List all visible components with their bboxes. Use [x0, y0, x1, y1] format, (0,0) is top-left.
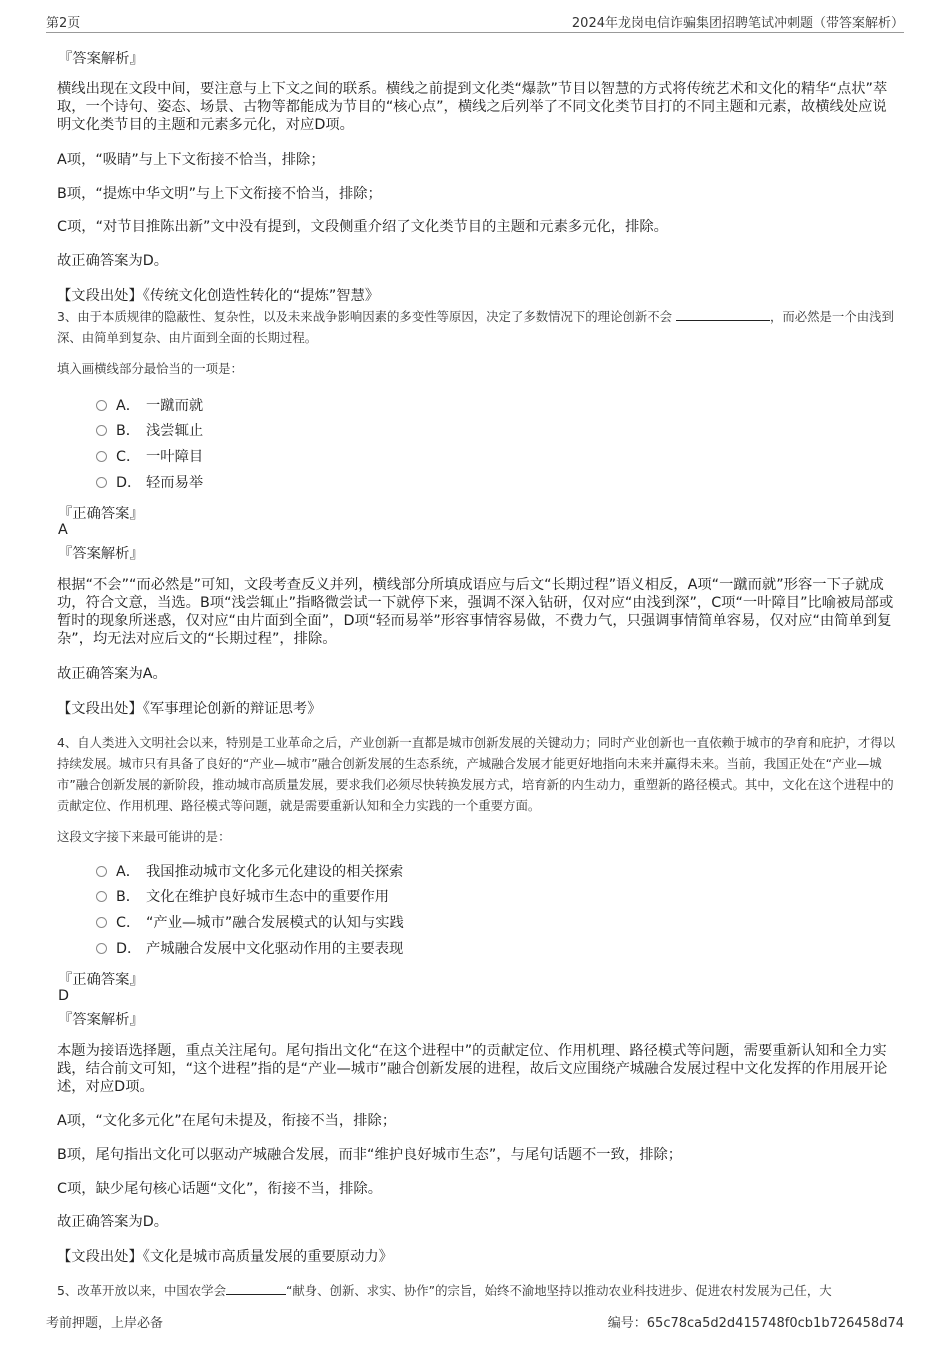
option-text: 浅尝辄止 [146, 423, 204, 439]
radio-button-icon[interactable] [96, 400, 107, 411]
stem-part: 5、改革开放以来，中国农学会 [57, 1283, 226, 1298]
document-id: 编号：65c78ca5d2d415748f0cb1b726458d74 [607, 1316, 904, 1331]
correct-answer: A [58, 522, 68, 538]
option-text: 文化在维护良好城市生态中的重要作用 [146, 889, 390, 905]
footer-slogan: 考前押题，上岸必备 [46, 1316, 164, 1331]
option-letter: D． [116, 941, 142, 957]
radio-button-icon[interactable] [96, 451, 107, 462]
analysis-paragraph: B项，“提炼中华文明”与上下文衔接不恰当，排除； [57, 186, 382, 202]
option-d[interactable] [96, 939, 403, 959]
radio-button-icon[interactable] [96, 943, 107, 954]
option-letter: A． [116, 398, 141, 414]
option-letter: B． [116, 423, 141, 439]
page-number: 第2页 [46, 16, 81, 31]
option-text: “产业—城市”融合发展模式的认知与实践 [146, 915, 404, 931]
option-letter: D． [116, 475, 142, 491]
document-title: 2024年龙岗电信诈骗集团招聘笔试冲刺题（带答案解析） [571, 16, 904, 31]
page-header [46, 10, 904, 33]
correct-answer-label: 『正确答案』 [58, 972, 144, 988]
radio-button-icon[interactable] [96, 891, 107, 902]
option-text: 轻而易举 [146, 475, 204, 491]
option-c[interactable] [96, 447, 203, 467]
stem-part: 3、由于本质规律的隐蔽性、复杂性，以及未来战争影响因素的多变性等原因，决定了多数情况下的理论创新不会 [57, 309, 673, 324]
analysis-paragraph: B项，尾句指出文化可以驱动产城融合发展，而非“维护良好城市生态”，与尾句话题不一致，排除； [57, 1147, 683, 1163]
analysis-paragraph: C项，缺少尾句核心话题“文化”，衔接不当，排除。 [57, 1181, 383, 1197]
radio-button-icon[interactable] [96, 866, 107, 877]
radio-button-icon[interactable] [96, 477, 107, 488]
option-c[interactable] [96, 913, 404, 933]
option-b[interactable] [96, 421, 203, 441]
option-text: 产城融合发展中文化驱动作用的主要表现 [146, 941, 404, 957]
passage-source: 【文段出处】《传统文化创造性转化的“提炼”智慧》 [57, 288, 380, 304]
question-stem: 4、自人类进入文明社会以来，特别是工业革命之后，产业创新一直都是城市创新发展的关键动力；同时产业创新也一直依赖于城市的孕育和庇护，才得以持续发展。城市只有具备了良好的“产业—城市”融合创新发展的生态系统，产城融合发展才能更好地指向未来并赢得未来。当前，我国正处在“产业—城市”融合创新发展的新阶段，推动城市高质量发展，要求我们必须尽快转换发展方式，培育新的内生动力，重塑新的路径模式。其中，文化在这个进程中的贡献定位、作用机理、路径模式等问题，就是需要重新认知和全力实践的一个重要方面。 [57, 735, 896, 813]
question-prompt: 这段文字接下来最可能讲的是： [57, 829, 231, 844]
option-text: 一叶障目 [146, 449, 204, 465]
stem-part: “献身、创新、求实、协作”的宗旨，始终不渝地坚持以推动农业科技进步、促进农村发展为己任，大 [285, 1283, 832, 1298]
fill-blank [676, 308, 770, 321]
analysis-paragraph: A项，“文化多元化”在尾句未提及，衔接不当，排除； [57, 1113, 397, 1129]
fill-blank [226, 1282, 286, 1295]
passage-source: 【文段出处】《文化是城市高质量发展的重要原动力》 [57, 1249, 393, 1265]
option-b[interactable] [96, 887, 389, 907]
correct-answer: D [58, 988, 70, 1004]
question-stem [57, 1280, 897, 1301]
question-prompt: 填入画横线部分最恰当的一项是： [57, 361, 243, 376]
option-text: 一蹴而就 [146, 398, 204, 414]
analysis-paragraph: A项，“吸睛”与上下文衔接不恰当，排除； [57, 152, 325, 168]
option-letter: C． [116, 449, 141, 465]
stem-part: ，而必然是一个由浅到深、由简单到复杂、由片面到全面的长期过程。 [57, 309, 894, 345]
option-d[interactable] [96, 473, 203, 493]
analysis-paragraph: 横线出现在文段中间，要注意与上下文之间的联系。横线之前提到文化类“爆款”节目以智慧的方式将传统艺术和文化的精华“点状”萃取，一个诗句、姿态、场景、古物等都能成为节目的“核心点”，横线之后列举了不同文化类节目打的不同主题和元素，故横线处应说明文化类节目的主题和元素多元化，对应D项。 [57, 81, 888, 133]
analysis-label: 『答案解析』 [58, 51, 144, 67]
option-letter: C． [116, 915, 141, 931]
radio-button-icon[interactable] [96, 425, 107, 436]
analysis-label: 『答案解析』 [58, 546, 144, 562]
correct-answer-label: 『正确答案』 [58, 506, 144, 522]
option-letter: B． [116, 889, 141, 905]
analysis-conclusion: 故正确答案为D。 [57, 253, 169, 269]
passage-source: 【文段出处】《军事理论创新的辩证思考》 [57, 701, 322, 717]
question-stem [57, 306, 897, 348]
radio-button-icon[interactable] [96, 917, 107, 928]
option-letter: A． [116, 864, 141, 880]
option-a[interactable] [96, 396, 203, 416]
analysis-paragraph: C项，“对节目推陈出新”文中没有提到，文段侧重介绍了文化类节目的主题和元素多元化，排除。 [57, 219, 668, 235]
option-text: 我国推动城市文化多元化建设的相关探索 [146, 864, 404, 880]
analysis-paragraph: 本题为接语选择题，重点关注尾句。尾句指出文化“在这个进程中”的贡献定位、作用机理、路径模式等问题，需要重新认知和全力实践，结合前文可知，“这个进程”指的是“产业—城市”融合创新发展的进程，故后文应围绕产城融合发展过程中文化发挥的作用展开论述，对应D项。 [57, 1043, 888, 1095]
analysis-paragraph: 根据“不会”“而必然是”可知，文段考查反义并列，横线部分所填成语应与后文“长期过程”语义相反，A项“一蹴而就”形容一下子就成功，符合文意，当选。B项“浅尝辄止”指略微尝试一下就停下来，强调不深入钻研，仅对应“由浅到深”，C项“一叶障目”比喻被局部或暂时的现象所迷惑，仅对应“由片面到全面”，D项“轻而易举”形容事情容易做，不费力气，只强调事情简单容易，仅对应“由简单到复杂”，均无法对应后文的“长期过程”，排除。 [57, 577, 894, 647]
analysis-conclusion: 故正确答案为D。 [57, 1214, 169, 1230]
option-a[interactable] [96, 862, 403, 882]
analysis-conclusion: 故正确答案为A。 [57, 666, 167, 682]
analysis-label: 『答案解析』 [58, 1012, 144, 1028]
